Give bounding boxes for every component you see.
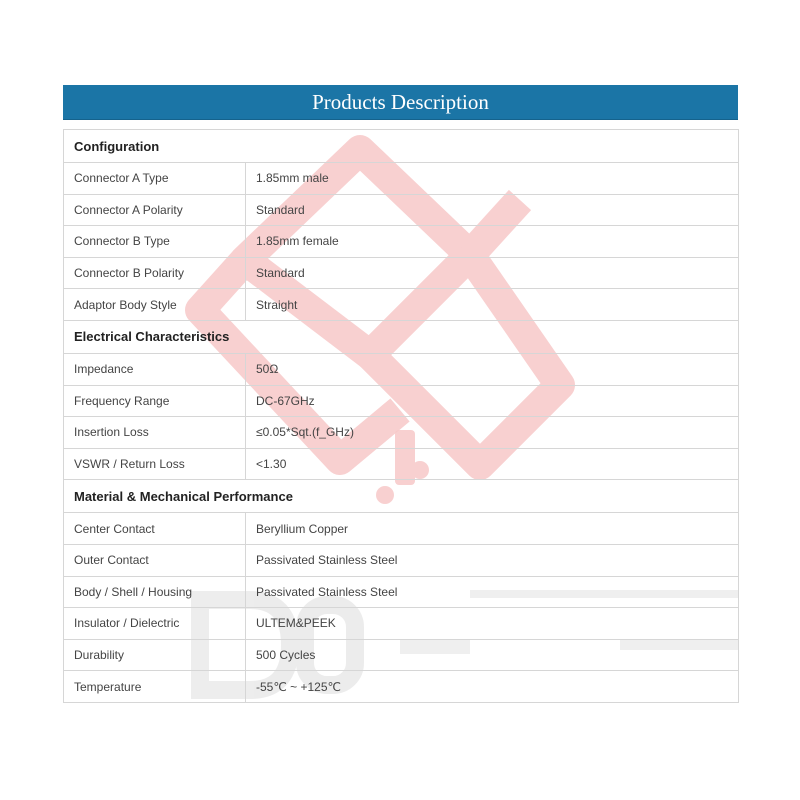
spec-value: 1.85mm female (246, 226, 739, 258)
spec-label: Insertion Loss (64, 417, 246, 449)
spec-label: Adaptor Body Style (64, 289, 246, 321)
spec-value: 50Ω (246, 353, 739, 385)
table-row (64, 163, 739, 195)
spec-value: 500 Cycles (246, 639, 739, 671)
table-row (64, 226, 739, 258)
spec-label: Frequency Range (64, 385, 246, 417)
table-row (64, 513, 739, 545)
spec-value: Passivated Stainless Steel (246, 576, 739, 608)
spec-value: DC-67GHz (246, 385, 739, 417)
spec-value: ULTEM&PEEK (246, 608, 739, 640)
spec-value: Passivated Stainless Steel (246, 544, 739, 576)
section-heading: Material & Mechanical Performance (64, 480, 739, 513)
section-header-row (64, 130, 739, 163)
spec-value: Standard (246, 257, 739, 289)
spec-value: Standard (246, 194, 739, 226)
table-row (64, 639, 739, 671)
spec-label: Connector B Type (64, 226, 246, 258)
spec-label: Durability (64, 639, 246, 671)
spec-label: Temperature (64, 671, 246, 703)
table-row (64, 608, 739, 640)
table-row (64, 289, 739, 321)
table-row (64, 544, 739, 576)
section-heading: Electrical Characteristics (64, 320, 739, 353)
spec-value: -55℃ ~ +125℃ (246, 671, 739, 703)
spec-label: Center Contact (64, 513, 246, 545)
spec-value: Beryllium Copper (246, 513, 739, 545)
spec-value: 1.85mm male (246, 163, 739, 195)
table-row (64, 417, 739, 449)
table-row (64, 257, 739, 289)
product-description-panel (63, 85, 738, 703)
spec-value: Straight (246, 289, 739, 321)
spec-label: Body / Shell / Housing (64, 576, 246, 608)
table-row (64, 671, 739, 703)
spec-value: ≤0.05*Sqt.(f_GHz) (246, 417, 739, 449)
spec-label: Outer Contact (64, 544, 246, 576)
spec-label: VSWR / Return Loss (64, 448, 246, 480)
table-row (64, 353, 739, 385)
section-header-row (64, 480, 739, 513)
spec-label: Impedance (64, 353, 246, 385)
table-row (64, 576, 739, 608)
section-header-row (64, 320, 739, 353)
table-row (64, 385, 739, 417)
page-title: Products Description (63, 85, 738, 120)
section-heading: Configuration (64, 130, 739, 163)
spec-value: <1.30 (246, 448, 739, 480)
table-row (64, 194, 739, 226)
spec-label: Connector B Polarity (64, 257, 246, 289)
table-row (64, 448, 739, 480)
spec-label: Connector A Type (64, 163, 246, 195)
spec-label: Connector A Polarity (64, 194, 246, 226)
spec-label: Insulator / Dielectric (64, 608, 246, 640)
spec-table (63, 129, 739, 703)
